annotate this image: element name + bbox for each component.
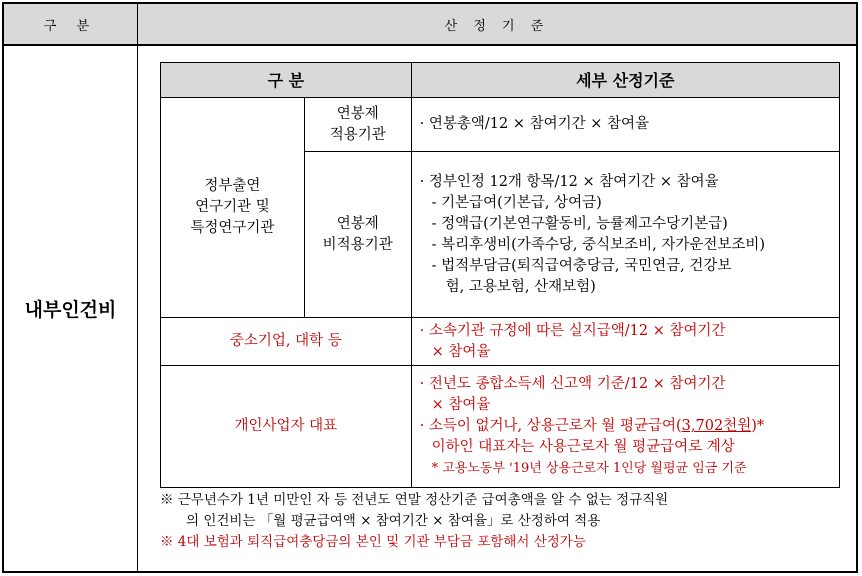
note-1-continued: 의 인건비는 「월 평균급여액 × 참여기간 × 참여율」로 산정하여 적용 [186,513,601,529]
outer-header-criteria: 산 정 기 준 [444,18,550,34]
row3-detail [411,318,839,366]
row4-line3-pre: · 소득이 없거나, 상용근로자 월 평균급여( [419,418,682,434]
row2-sub-label-line: 연봉제 [336,215,379,232]
row2-sub-label-line: 비적용기관 [322,236,393,253]
row2-line: · 정부인정 12개 항목/12 × 참여기간 × 참여율 [419,173,719,190]
row2-detail [411,152,839,318]
inner-header-detail: 세부 산정기준 [411,63,839,98]
criteria-table-header [161,63,840,98]
group1-label [161,98,305,318]
group1-label-line: 특정연구기관 [190,220,275,236]
outer-header-category: 구 분 [4,4,138,44]
row4-detail [411,366,839,488]
row2-line: - 기본급여(기본급, 상여금) [431,194,602,211]
row1-sub-label-line: 연봉제 [336,105,379,122]
row4-line: 이하인 대표자는 사용근로자 월 평균급여로 계상 [431,439,735,455]
table-row [161,318,840,366]
inner-header-category: 구 분 [161,63,412,98]
row3-label: 중소기업, 대학 등 [161,318,412,366]
group1-label-line: 정부출연 [204,178,261,194]
table-row [161,366,840,488]
row3-line: × 참여율 [431,343,491,360]
note-1: ※ 근무년수가 1년 미만인 자 등 전년도 연말 정산기준 급여총액을 알 수 없는 정규직원 [160,492,669,508]
row3-line: · 소속기관 규정에 따른 실지급액/12 × 참여기간 [419,322,726,339]
row1-sub-label-line: 적용기관 [329,126,386,143]
row4-line3-post: )* [751,418,765,434]
criteria-table [160,62,840,488]
row2-line: - 복리후생비(가족수당, 중식보조비, 자가운전보조비) [431,236,766,253]
row4-line [420,416,835,437]
group1-label-line: 연구기관 및 [195,199,270,215]
row2-line: 험, 고용보험, 산재보험) [445,278,596,295]
row4-footnote: * 고용노동부 '19년 상용근로자 1인당 월평균 임금 기준 [431,461,747,476]
outer-header-row [2,2,858,46]
note-2: ※ 4대 보험과 퇴직급여충당금의 본인 및 기관 부담금 포함해서 산정가능 [160,534,586,550]
outer-category-label: 내부인건비 [4,46,138,571]
notes-block [160,490,850,553]
table-row [161,98,840,152]
row1-detail: · 연봉총액/12 × 참여기간 × 참여율 [411,98,839,152]
row4-line: · 전년도 종합소득세 신고액 기준/12 × 참여기간 [419,376,726,392]
row4-label: 개인사업자 대표 [161,366,412,488]
row4-line: × 참여율 [431,397,491,413]
row4-amount: 3,702천원 [681,418,752,434]
row1-sub-label [304,98,411,152]
row2-line: - 법적부담금(퇴직급여충당금, 국민연금, 건강보 [431,257,732,274]
row2-sub-label [304,152,411,318]
row2-line: - 정액급(기본연구활동비, 능률제고수당기본급) [431,215,728,232]
